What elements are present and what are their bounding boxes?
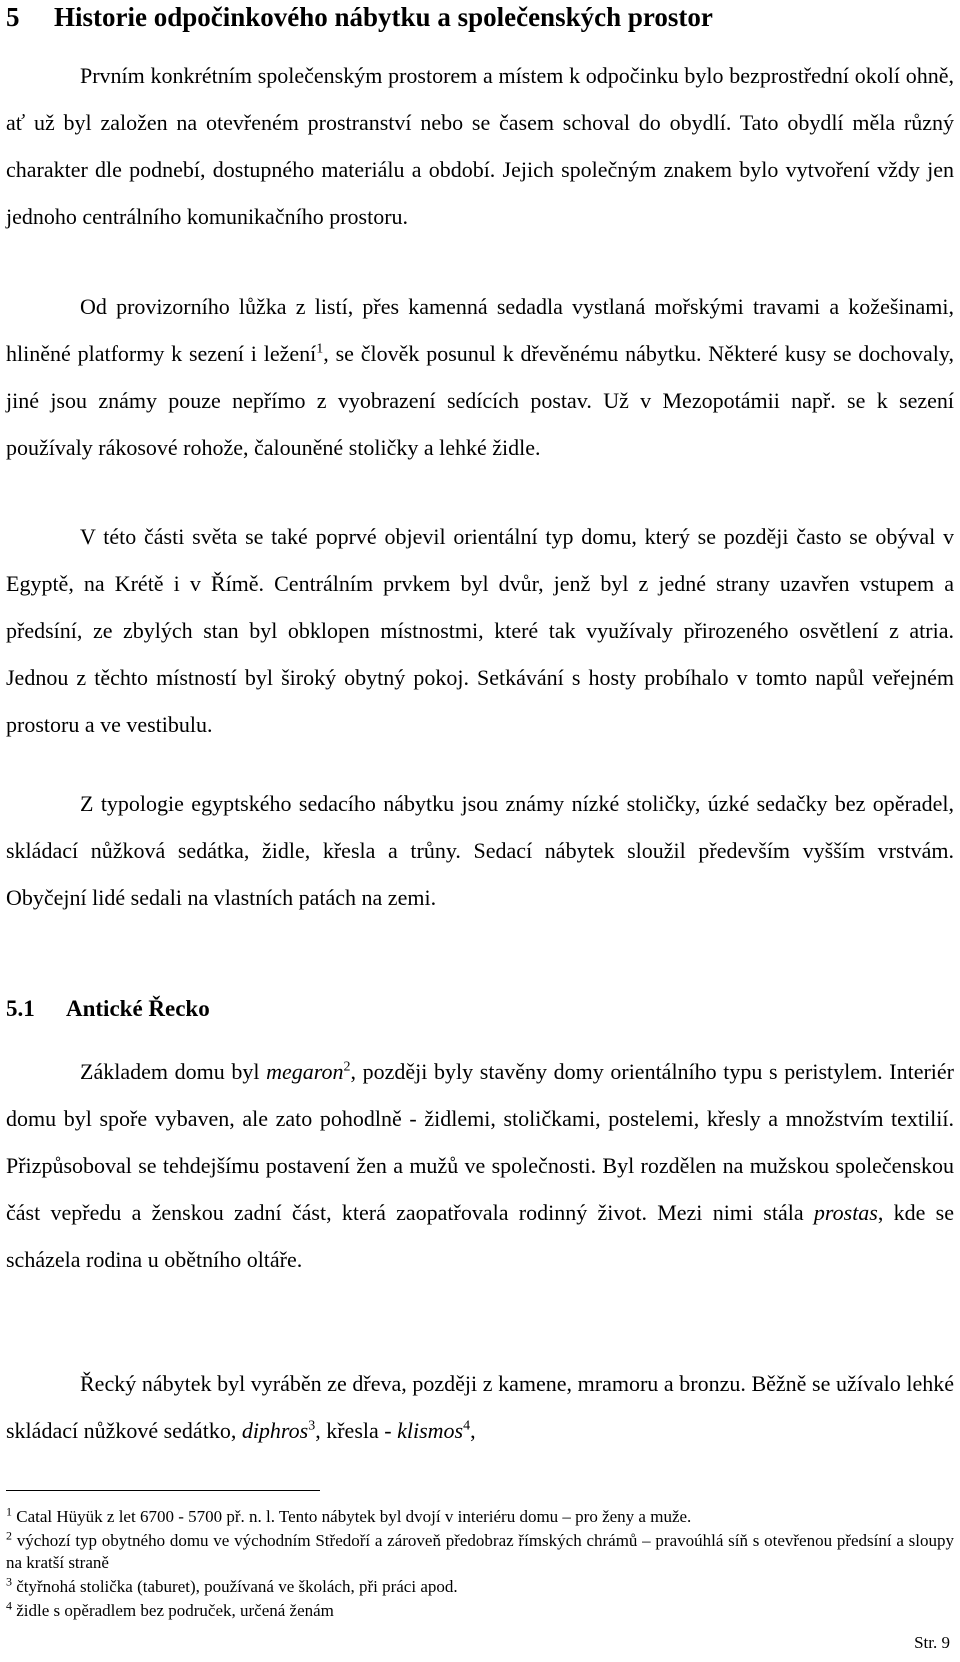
footnote-1-text: Catal Hüyük z let 6700 - 5700 př. n. l. Tento nábytek byl dvojí v interiéru domu – pro ženy a muže. <box>16 1507 692 1526</box>
footnote-4-number: 4 <box>6 1598 12 1613</box>
footnote-separator <box>6 1490 320 1491</box>
section-paragraph-1-text-a: Základem domu byl <box>80 1059 267 1084</box>
section-paragraph-1-text-b: , později byly stavěny domy orientálního typu s peristylem. Interiér domu byl spoře vybaven, ale zato pohodlně - židlemi, stoličkami, postelemi, křesly a množstvím textilií. Přizpůsoboval se tehdejšímu postavení žen a mužů ve společnosti. Byl rozdělen na mužskou společenskou část vepředu a ženskou zadní část, která zaopatřovala rodinný život. Mezi nimi stála <box>6 1059 954 1225</box>
footnote-4-text: židle s opěradlem bez područek, určená ženám <box>16 1601 334 1620</box>
footnote-4 <box>6 1600 954 1622</box>
footnote-1-number: 1 <box>6 1504 12 1519</box>
paragraph-4 <box>6 780 954 921</box>
paragraph-2-text-b: , se člověk posunul k dřevěnému nábytku. Některé kusy se dochovaly, jiné jsou známy pouze nepřímo z vyobrazení sedících postav. Už v Mezopotámii např. se k sezení používaly rákosové rohože, čalouněné stoličky a lehké židle. <box>6 341 954 460</box>
term-klismos: klismos <box>397 1418 464 1443</box>
footnote-2-number: 2 <box>6 1528 12 1543</box>
footnote-ref-1[interactable]: 1 <box>316 341 324 357</box>
chapter-number: 5 <box>6 2 20 32</box>
section-paragraph-2-text-a: Řecký nábytek byl vyráběn ze dřeva, později z kamene, mramoru a bronzu. Běžně se užívalo lehké skládací nůžkové sedátko, <box>6 1371 954 1443</box>
footnote-3-text: čtyřnohá stolička (taburet), používaná ve školách, při práci apod. <box>16 1577 458 1596</box>
chapter-heading <box>6 0 713 34</box>
footnote-ref-2[interactable]: 2 <box>343 1059 351 1075</box>
paragraph-1-text: Prvním konkrétním společenským prostorem a místem k odpočinku bylo bezprostřední okolí ohně, ať už byl založen na otevřeném prostranství nebo se časem schoval do obydlí. Tato obydlí měla různý charakter dle podnebí, dostupného materiálu a období. Jejich společným znakem bylo vytvoření vždy jen jednoho centrálního komunikačního prostoru. <box>6 63 954 229</box>
footnote-3 <box>6 1576 954 1598</box>
footnote-ref-4[interactable]: 4 <box>463 1418 471 1434</box>
paragraph-2 <box>6 283 954 471</box>
term-prostas: prostas <box>813 1200 878 1225</box>
section-paragraph-1-text-c: , kde se scházela rodina u obětního oltáře. <box>6 1200 955 1272</box>
footnote-1 <box>6 1506 954 1528</box>
paragraph-1 <box>6 52 954 240</box>
chapter-title: Historie odpočinkového nábytku a společenských prostor <box>54 2 713 32</box>
footnote-ref-3[interactable]: 3 <box>308 1418 316 1434</box>
term-megaron: megaron <box>266 1059 344 1084</box>
paragraph-4-text: Z typologie egyptského sedacího nábytku jsou známy nízké stoličky, úzké sedačky bez opěradel, skládací nůžková sedátka, židle, křesla a trůny. Sedací nábytek sloužil především vyšším vrstvám. Obyčejní lidé sedali na vlastních patách na zemi. <box>6 791 954 910</box>
footnote-3-number: 3 <box>6 1574 12 1589</box>
paragraph-3 <box>6 513 954 748</box>
section-paragraph-2 <box>6 1360 954 1454</box>
section-paragraph-2-text-c: , <box>470 1418 476 1443</box>
section-heading <box>6 992 210 1026</box>
footnote-2 <box>6 1530 954 1574</box>
paragraph-2-text-a: Od provizorního lůžka z listí, přes kamenná sedadla vystlaná mořskými travami a kožešinami, hliněné platformy k sezení i ležení <box>6 294 954 366</box>
paragraph-3-text: V této části světa se také poprvé objevil orientální typ domu, který se později často se obýval v Egyptě, na Krétě i v Římě. Centrálním prvkem byl dvůr, jenž byl z jedné strany uzavřen vstupem a předsíní, ze zbylých stan byl obklopen místnostmi, které tak využívaly přirozeného osvětlení z atria. Jednou z těchto místností byl široký obytný pokoj. Setkávání s hosty probíhalo v tomto napůl veřejném prostoru a ve vestibulu. <box>6 524 954 737</box>
section-title: Antické Řecko <box>66 996 210 1021</box>
term-diphros: diphros <box>241 1418 309 1443</box>
section-paragraph-1 <box>6 1048 954 1283</box>
footnote-2-text: výchozí typ obytného domu ve východním Středoří a zároveň předobraz římských chrámů – pravoúhlá síň s otevřenou předsíní a sloupy na kratší straně <box>6 1531 955 1572</box>
page-number: Str. 9 <box>914 1633 950 1652</box>
section-paragraph-2-text-b: , křesla - <box>315 1418 398 1443</box>
section-number: 5.1 <box>6 996 35 1021</box>
